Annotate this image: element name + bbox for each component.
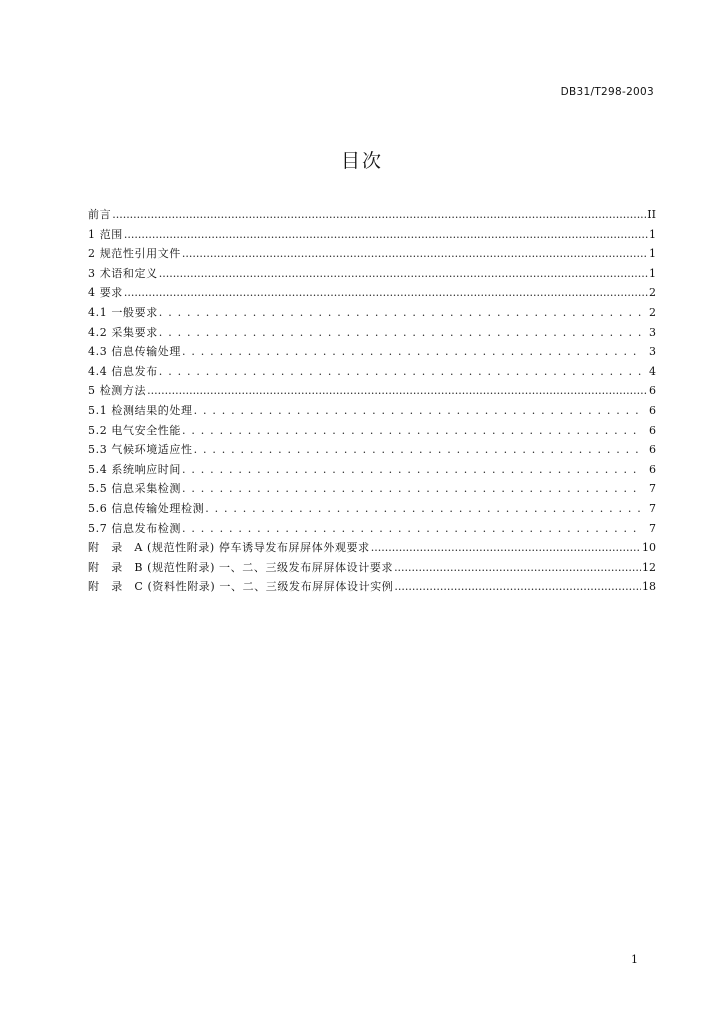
toc-entry-page: 6 (649, 384, 656, 398)
toc-entry-label: 附 录 A (规范性附录) 停车诱导发布屏屏体外观要求 (88, 541, 370, 555)
toc-leader-dots (182, 424, 642, 437)
toc-leader-dots (124, 286, 648, 299)
toc-leader-dots (205, 502, 642, 515)
toc-leader-dots (182, 247, 648, 260)
toc-entry-label: 附 录 B (规范性附录) 一、二、三级发布屏屏体设计要求 (88, 560, 394, 574)
toc-leader-dots (112, 208, 646, 221)
toc-entry-label: 5.6 信息传输处理检测 (88, 501, 205, 515)
toc-entry-page: 6 (649, 462, 656, 476)
toc-leader-dots (182, 463, 642, 476)
page-number: 1 (631, 953, 638, 966)
toc-entry[interactable] (88, 265, 656, 285)
toc-entry-label: 4.1 一般要求 (88, 305, 158, 319)
toc-leader-dots (182, 522, 642, 535)
toc-entry[interactable] (88, 500, 656, 520)
toc-entry-label: 5.5 信息采集检测 (88, 482, 181, 496)
toc-entry-page: 10 (642, 541, 656, 555)
toc-entry-page: 2 (649, 305, 656, 319)
toc-entry-page: 7 (649, 501, 656, 515)
toc-entry[interactable] (88, 422, 656, 442)
toc-entry-page: 4 (649, 364, 656, 378)
toc-entry[interactable] (88, 324, 656, 344)
toc-entry[interactable] (88, 304, 656, 324)
toc-entry-label: 5 检测方法 (88, 384, 147, 398)
toc-leader-dots (159, 326, 642, 339)
toc-entry-label: 5.7 信息发布检测 (88, 521, 181, 535)
toc-entry-label: 4 要求 (88, 286, 123, 300)
toc-entry[interactable] (88, 284, 656, 304)
toc-entry-page: 7 (649, 482, 656, 496)
toc-entry[interactable] (88, 480, 656, 500)
toc-leader-dots (159, 365, 642, 378)
toc-leader-dots (394, 561, 641, 574)
toc-entry-label: 5.3 气候环境适应性 (88, 443, 193, 457)
toc-entry-label: 3 术语和定义 (88, 266, 158, 280)
toc-entry[interactable] (88, 245, 656, 265)
toc-entry[interactable] (88, 343, 656, 363)
toc-entry-page: 7 (649, 521, 656, 535)
toc-leader-dots (147, 384, 648, 397)
toc-entry-page: 1 (649, 266, 656, 280)
toc-entry-label: 5.4 系统响应时间 (88, 462, 181, 476)
toc-entry-label: 4.2 采集要求 (88, 325, 158, 339)
toc-entry-label: 2 规范性引用文件 (88, 247, 181, 261)
toc-entry-page: 6 (649, 403, 656, 417)
toc-entry-page: II (647, 208, 656, 221)
toc-entry-page: 1 (649, 247, 656, 261)
toc-leader-dots (124, 228, 648, 241)
toc-entry[interactable] (88, 206, 656, 226)
toc-entry[interactable] (88, 461, 656, 481)
document-code: DB31/T298-2003 (560, 86, 654, 98)
toc-entry-page: 12 (642, 560, 656, 574)
toc-entry-label: 前言 (88, 208, 112, 221)
toc-entry[interactable] (88, 382, 656, 402)
toc-leader-dots (371, 541, 641, 554)
toc-entry-page: 3 (649, 325, 656, 339)
page-title: 目次 (340, 150, 383, 172)
toc-entry-page: 3 (649, 345, 656, 359)
toc-leader-dots (182, 345, 642, 358)
toc-entry[interactable] (88, 539, 656, 559)
toc-entry-page: 6 (649, 443, 656, 457)
toc-entry-label: 1 范围 (88, 227, 123, 241)
toc-leader-dots (394, 580, 641, 593)
toc-entry-label: 4.4 信息发布 (88, 364, 158, 378)
toc-entry-page: 6 (649, 423, 656, 437)
toc-entry[interactable] (88, 363, 656, 383)
toc-entry-page: 2 (649, 286, 656, 300)
toc-entry-label: 附 录 C (资料性附录) 一、二、三级发布屏屏体设计实例 (88, 580, 394, 594)
toc-leader-dots (194, 443, 642, 456)
toc-leader-dots (182, 482, 642, 495)
toc-entry[interactable] (88, 226, 656, 246)
toc-entry-label: 4.3 信息传输处理 (88, 345, 181, 359)
toc-entry[interactable] (88, 402, 656, 422)
toc-entry-label: 5.2 电气安全性能 (88, 423, 181, 437)
toc-entry[interactable] (88, 520, 656, 540)
toc-leader-dots (159, 267, 648, 280)
toc-entry-page: 1 (649, 227, 656, 241)
toc-entry-page: 18 (642, 580, 656, 594)
toc-entry-label: 5.1 检测结果的处理 (88, 403, 193, 417)
toc-entry[interactable] (88, 559, 656, 579)
toc-entry[interactable] (88, 441, 656, 461)
toc-leader-dots (194, 404, 642, 417)
table-of-contents (88, 206, 656, 598)
toc-entry[interactable] (88, 578, 656, 598)
toc-leader-dots (159, 306, 642, 319)
